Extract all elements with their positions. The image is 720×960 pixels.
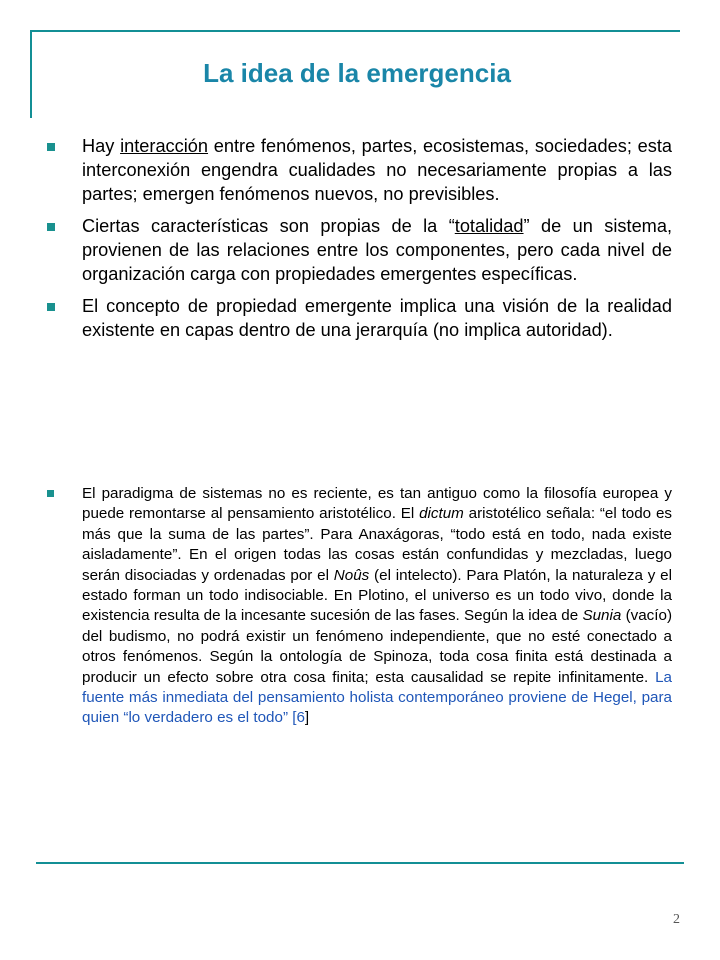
bullet-text: El concepto de propiedad emergente implica una visión de la realidad existente en capas dentro de una jerarquía (no implica autoridad). (82, 296, 672, 340)
paragraph-text: (el intelecto). Para Platón, la naturaleza y el estado forman un todo indisociable. En Plotino, el universo es un todo vivo, donde la existencia resulta de la incesante sucesión de las fases. Según la idea de (82, 566, 672, 625)
bullet-item-totalidad (44, 214, 672, 286)
italic-term: dictum (419, 505, 464, 523)
paragraph-text: (vacío) del budismo, no podrá existir un fenómeno independiente, que no esté conectado a otros fenómenos. Según la ontología de Spinoza, toda cosa finita está destinada a producir un efecto sobre otra cosa finita; esta causalidad se repite infinitamente. (82, 607, 672, 686)
paragraph-text: El paradigma de sistemas no es reciente, es tan antiguo como la filosofía europea y puede remontarse al pensamiento aristotélico. El (82, 485, 672, 523)
bullet-item-propiedad-emergente (44, 294, 672, 342)
underlined-term: totalidad (454, 216, 524, 236)
paragraph-text: aristotélico señala: “el todo es más que la suma de las partes”. Para Anaxágoras, “todo está en todo, nada existe aisladamente”. En el origen todas las cosas están confundidas y mezcladas, luego serán disociadas y ordenadas por el (82, 505, 672, 584)
square-bullet-icon (47, 143, 55, 151)
square-bullet-icon (47, 223, 55, 231)
square-bullet-icon (47, 303, 55, 311)
bullet-text-pre: Hay (82, 136, 121, 156)
square-bullet-icon (47, 490, 54, 497)
paragraph-text: ] (304, 709, 310, 727)
frame-bottom-rule (36, 862, 684, 864)
bullet-text-pre: Ciertas características son propias de la “ (82, 216, 455, 236)
italic-term: Noûs (333, 566, 370, 584)
bullet-text-post: entre fenómenos, partes, ecosistemas, sociedades; esta interconexión engendra cualidades no necesariamente propias a las partes; emergen fenómenos nuevos, no previsibles. (82, 136, 672, 204)
secondary-bullet-list (44, 484, 672, 729)
italic-term: Sunia (582, 607, 622, 625)
slide-title: La idea de la emergencia (203, 58, 511, 88)
frame-top-rule (30, 30, 680, 32)
reference-link[interactable]: La fuente más inmediata del pensamiento holista contemporáneo proviene de Hegel, para quien “lo verdadero es el todo” [6 (82, 668, 672, 727)
underlined-term: interacción (120, 136, 209, 156)
paradigm-paragraph (44, 484, 672, 729)
bullet-text-post: ” de un sistema, provienen de las relaciones entre los componentes, pero cada nivel de organización carga con propiedades emergentes específicas. (82, 216, 673, 284)
page-number: 2 (673, 912, 680, 927)
bullet-item-interaccion (44, 134, 672, 206)
main-bullet-list (44, 134, 672, 350)
